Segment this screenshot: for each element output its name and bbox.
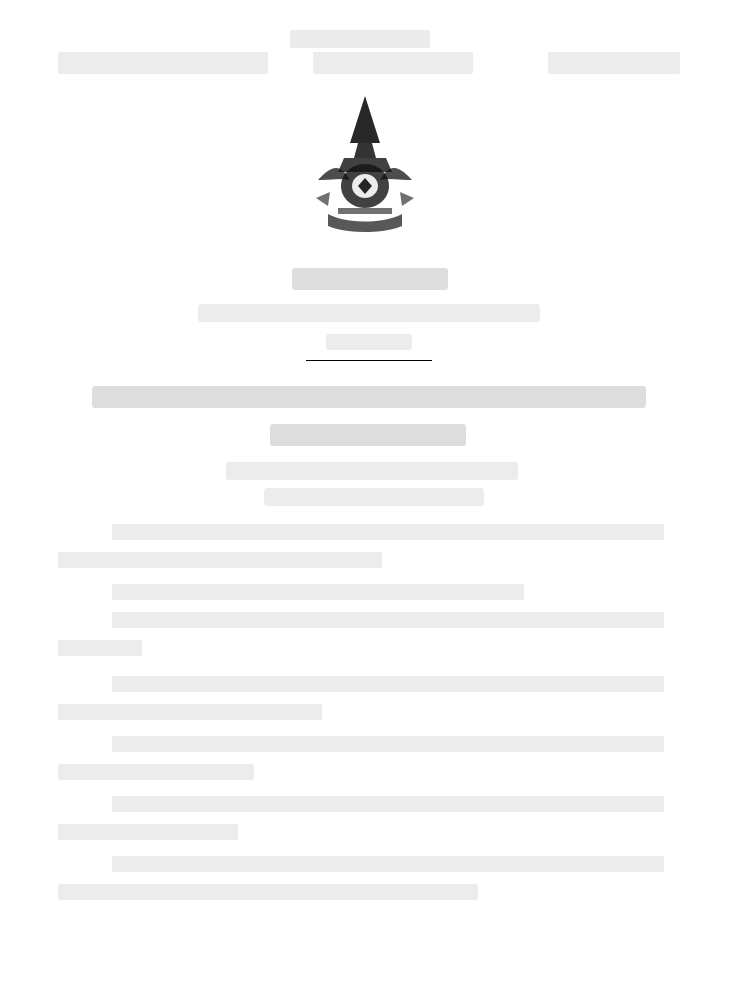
paragraph-4-line-1: [112, 676, 664, 692]
document-title: [292, 268, 448, 290]
paragraph-7-line-1: [112, 856, 664, 872]
page-header-top: [290, 30, 430, 48]
issuer-line-4: [264, 488, 484, 506]
paragraph-3-line-2: [58, 640, 142, 656]
issuer-line-3-text: [0, 0, 1, 1]
header-left-meta: [58, 52, 268, 74]
issuer-line-1-text: [0, 0, 1, 1]
issuer-line-2-text: [0, 0, 1, 1]
issuer-line-2: [270, 424, 466, 446]
paragraph-1-line-2: [58, 552, 382, 568]
issuer-line-4-text: [0, 0, 1, 1]
paragraph-7-text: [0, 0, 1, 1]
document-title-text: [0, 0, 1, 1]
page-header-label: [page header]: [313, 31, 407, 46]
paragraph-5-text: [0, 0, 1, 1]
paragraph-6-text: [0, 0, 1, 1]
issuer-line-1: [92, 386, 646, 408]
paragraph-6-line-2: [58, 824, 238, 840]
paragraph-6-line-1: [112, 796, 664, 812]
header-right-meta: [548, 52, 680, 74]
paragraph-4-line-2: [58, 704, 322, 720]
paragraph-5-line-1: [112, 736, 664, 752]
paragraph-1-line-1: [112, 524, 664, 540]
paragraph-5-line-2: [58, 764, 254, 780]
paragraph-3-text: [0, 0, 1, 1]
header-center-meta: [313, 52, 473, 74]
issuer-line-3: [226, 462, 518, 480]
document-year: [326, 334, 412, 350]
paragraph-2-text: [0, 0, 1, 1]
document-year-text: [0, 0, 1, 1]
emblem-icon: [300, 88, 430, 238]
paragraph-3-line-1: [112, 612, 664, 628]
document-subtitle-text: [0, 0, 1, 1]
document-subtitle: [198, 304, 540, 322]
paragraph-1-text: [0, 0, 1, 1]
page-header-row: [58, 52, 680, 74]
title-rule: [306, 360, 432, 361]
paragraph-2-line-1: [112, 584, 524, 600]
paragraph-4-text: [0, 0, 1, 1]
paragraph-7-line-2: [58, 884, 478, 900]
